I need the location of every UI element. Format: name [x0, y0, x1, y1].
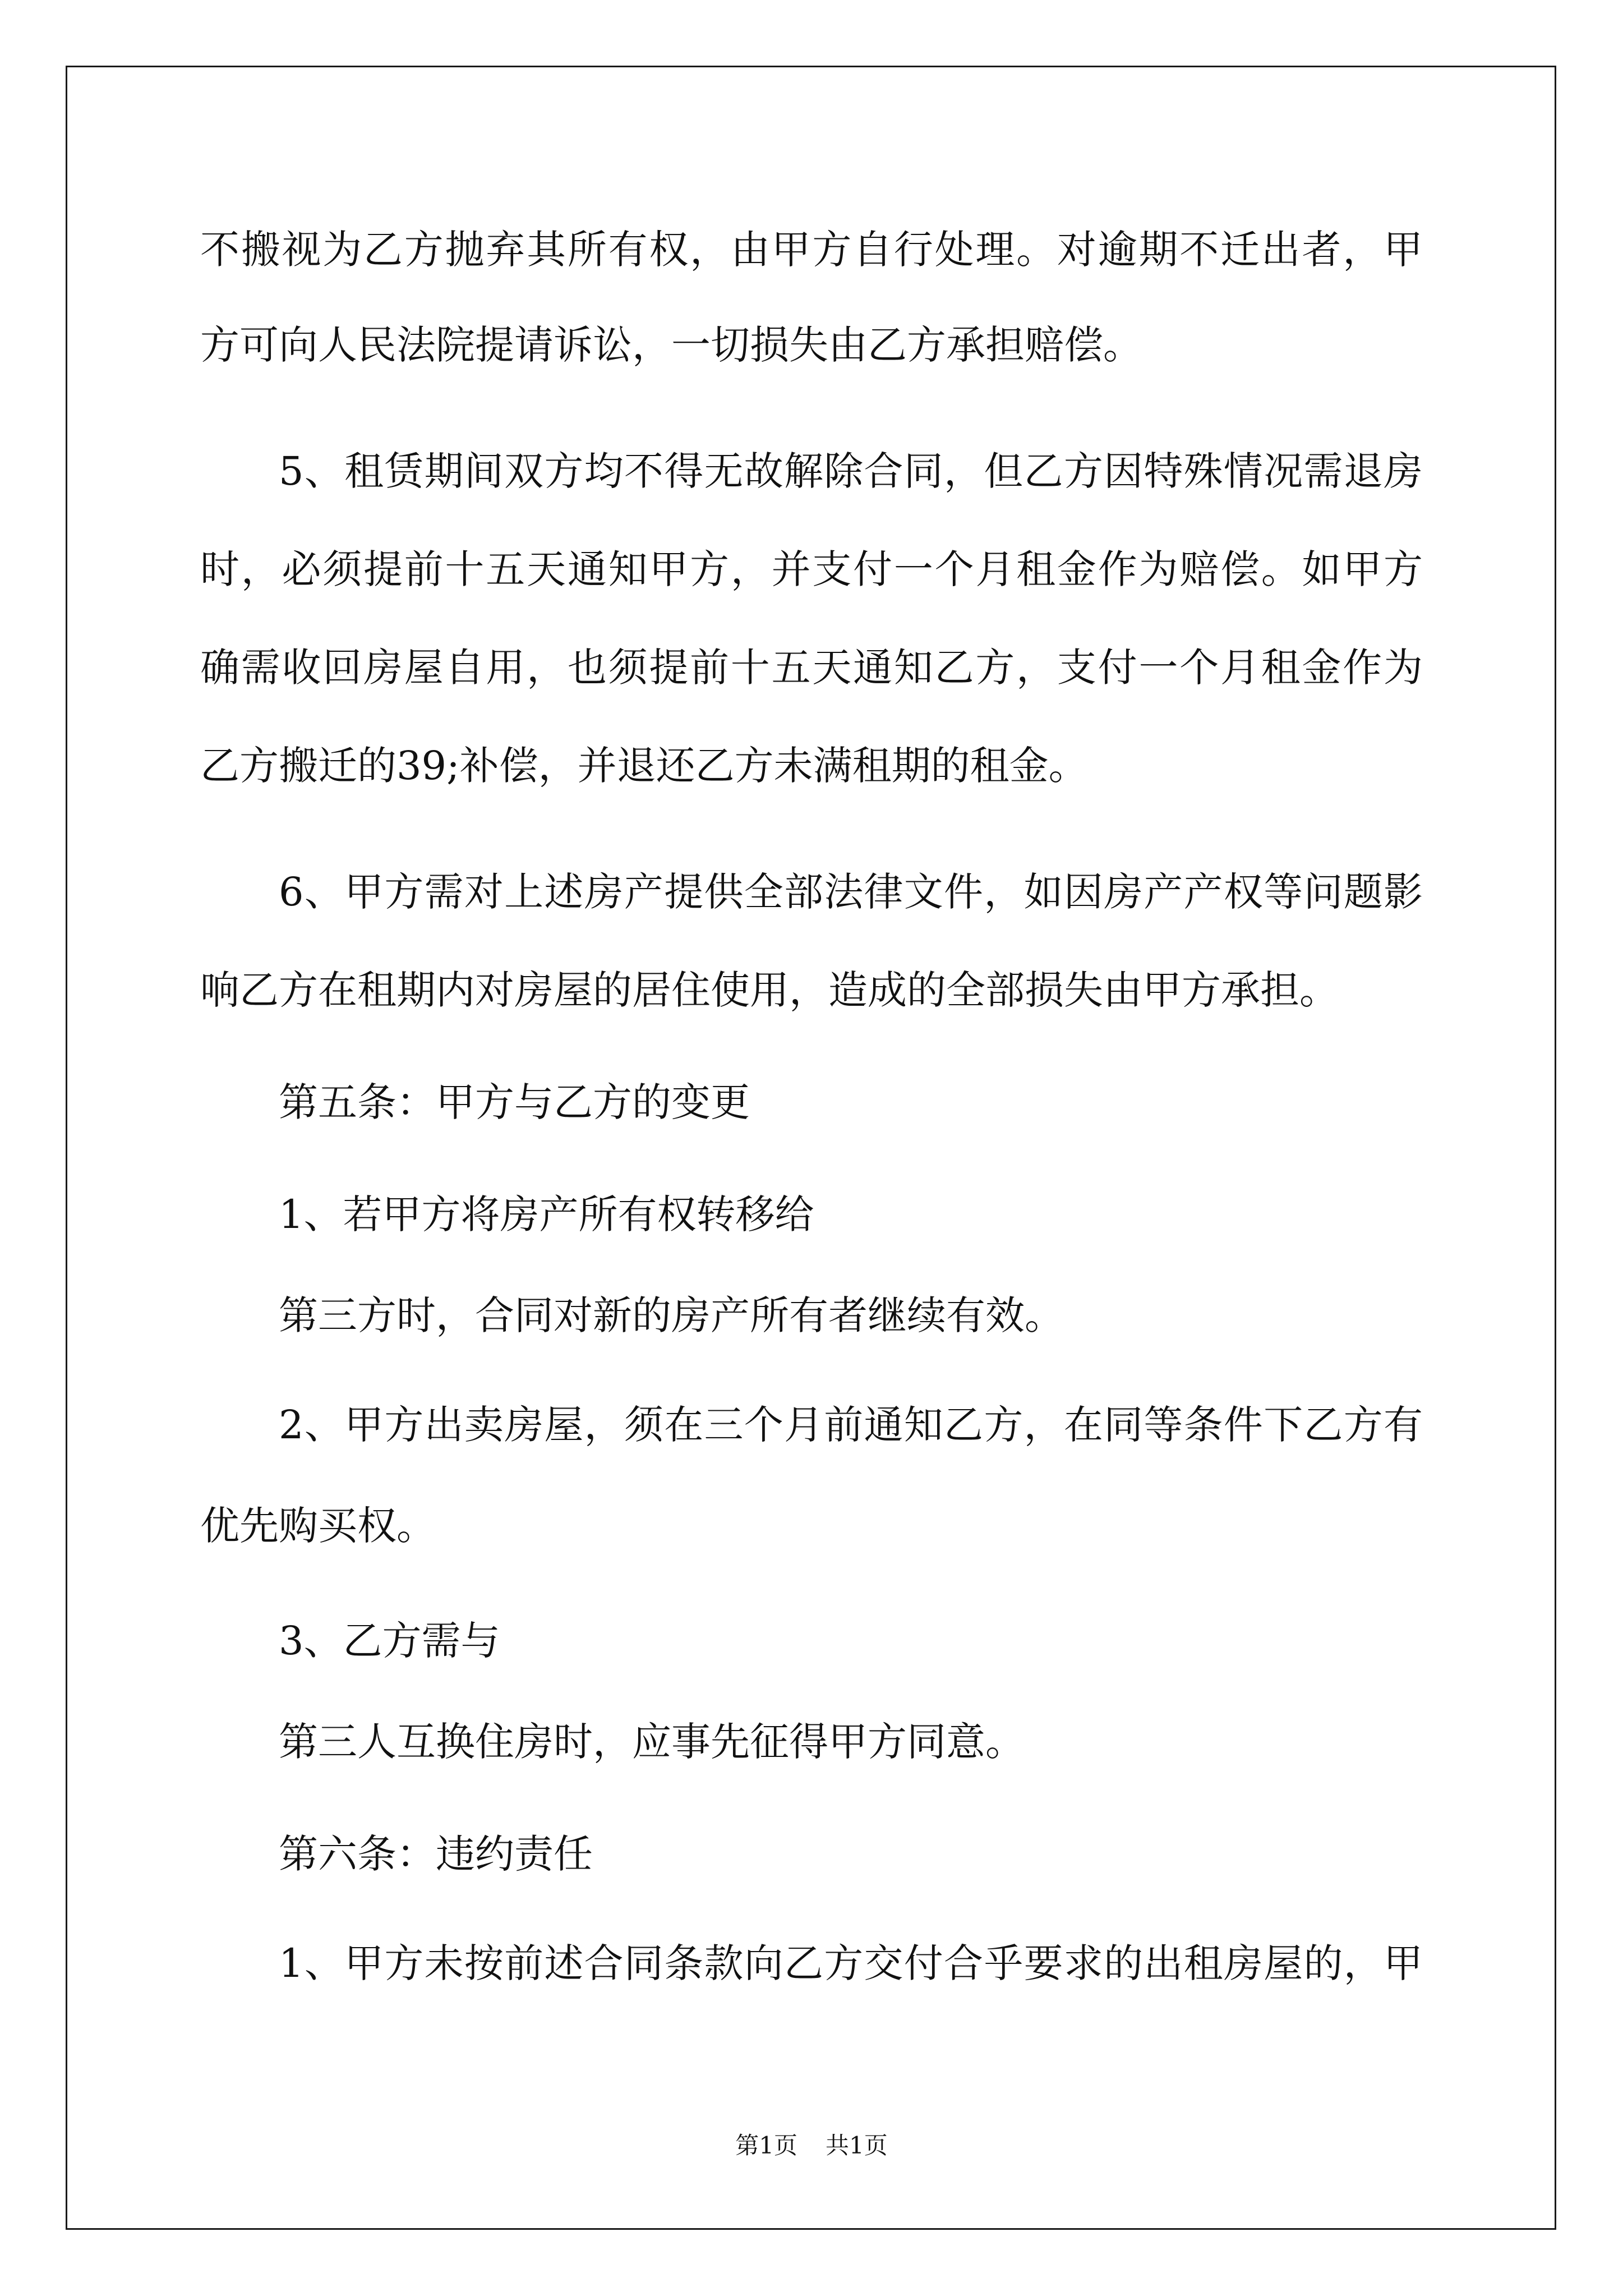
- text-line: 响乙方在租期内对房屋的居住使用，造成的全部损失由甲方承担。: [200, 967, 1339, 1013]
- text-line: 2、甲方出卖房屋，须在三个月前通知乙方，在同等条件下乙方有: [279, 1402, 1423, 1448]
- section-heading: 第六条：违约责任: [279, 1831, 593, 1877]
- text-line: 第三方时，合同对新的房产所有者继续有效。: [279, 1292, 1064, 1338]
- text-line: 5、租赁期间双方均不得无故解除合同，但乙方因特殊情况需退房: [279, 448, 1423, 494]
- text-line: 不搬视为乙方抛弃其所有权，由甲方自行处理。对逾期不迁出者，甲: [200, 227, 1423, 273]
- text-line: 1、若甲方将房产所有权转移给: [279, 1191, 814, 1237]
- page-footer: [0, 2129, 1623, 2162]
- text-line: 方可向人民法院提请诉讼，一切损失由乙方承担赔偿。: [200, 322, 1142, 368]
- page-total: 共1页: [826, 2132, 888, 2159]
- text-line: 第三人互换住房时，应事先征得甲方同意。: [279, 1719, 1025, 1765]
- text-line: 时，必须提前十五天通知甲方，并支付一个月租金作为赔偿。如甲方: [200, 546, 1423, 592]
- text-line: 6、甲方需对上述房产提供全部法律文件，如因房产产权等问题影: [279, 869, 1423, 915]
- document-body: [200, 0, 1423, 2296]
- text-line: 优先购买权。: [200, 1503, 436, 1549]
- text-line: 乙方搬迁的39;补偿，并退还乙方未满租期的租金。: [200, 743, 1088, 789]
- text-line: 1、甲方未按前述合同条款向乙方交付合乎要求的出租房屋的，甲: [279, 1940, 1423, 1986]
- text-line: 3、乙方需与: [279, 1618, 500, 1664]
- page-number: 第1页: [735, 2132, 797, 2159]
- text-line: 确需收回房屋自用，也须提前十五天通知乙方，支付一个月租金作为: [200, 645, 1423, 691]
- section-heading: 第五条：甲方与乙方的变更: [279, 1079, 750, 1125]
